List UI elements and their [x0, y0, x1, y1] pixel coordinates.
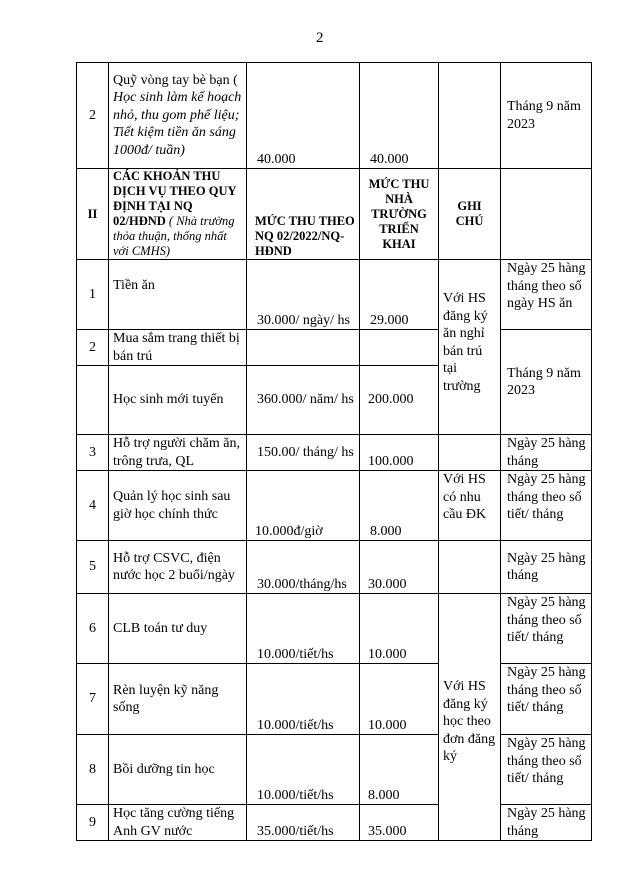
table-row — [77, 805, 592, 841]
note-register: Với HS đăng ký học theo đơn đăng ký — [439, 594, 501, 841]
item-name: Hỗ trợ người chăm ăn, trông trưa, QL — [109, 435, 247, 471]
empty-cell — [501, 169, 592, 260]
row-number: 8 — [77, 735, 109, 805]
row-number: 2 — [77, 330, 109, 366]
table-row — [77, 471, 592, 541]
note-boarding: Với HS đăng ký ăn nghỉ bán trú tại trường — [439, 260, 501, 435]
time: Tháng 9 năm 2023 — [501, 330, 592, 435]
school-rate: 10.000 — [360, 594, 439, 664]
row-number: 6 — [77, 594, 109, 664]
table-row — [77, 435, 592, 471]
table-row — [77, 330, 592, 366]
time: Ngày 25 hàng tháng theo số ngày HS ăn — [501, 260, 592, 330]
rate: 10.000/tiết/hs — [247, 594, 360, 664]
table-row — [77, 594, 592, 664]
school-rate: 35.000 — [360, 805, 439, 841]
rate: 35.000/tiết/hs — [247, 805, 360, 841]
rate: 40.000 — [247, 63, 360, 169]
row-number: 9 — [77, 805, 109, 841]
section-number: II — [77, 169, 109, 260]
rate — [247, 330, 360, 366]
item-name: Học tăng cường tiếng Anh GV nước — [109, 805, 247, 841]
item-name: CLB toán tư duy — [109, 594, 247, 664]
col-header-note: GHI CHÚ — [439, 169, 501, 260]
item-name: Tiền ăn — [109, 260, 247, 330]
item-name: Quỹ vòng tay bè bạn ( Học sinh làm kế hoạch nhỏ, thu gom phế liệu; Tiết kiệm tiền ăn sáng 1000đ/ tuần) — [109, 63, 247, 169]
table-row — [77, 260, 592, 330]
school-rate: 29.000 — [360, 260, 439, 330]
school-rate: 40.000 — [360, 63, 439, 169]
school-rate: 200.000 — [360, 366, 439, 435]
note — [439, 63, 501, 169]
col-header-school: MỨC THU NHÀ TRƯỜNG TRIỂN KHAI — [360, 169, 439, 260]
row-number — [77, 366, 109, 435]
row-number: 1 — [77, 260, 109, 330]
time: Ngày 25 hàng tháng theo số tiết/ tháng — [501, 471, 592, 541]
rate: 30.000/ ngày/ hs — [247, 260, 360, 330]
school-rate: 100.000 — [360, 435, 439, 471]
time: Ngày 25 hàng tháng theo số tiết/ tháng — [501, 664, 592, 735]
item-name: Hỗ trợ CSVC, điện nước học 2 buổi/ngày — [109, 541, 247, 594]
rate: 30.000/tháng/hs — [247, 541, 360, 594]
section-title: CÁC KHOẢN THU DỊCH VỤ THEO QUY ĐỊNH TẠI NQ 02/HĐND ( Nhà trường thỏa thuận, thống nhất với CMHS) — [109, 169, 247, 260]
section-header-row — [77, 169, 592, 260]
rate: 360.000/ năm/ hs — [247, 366, 360, 435]
row-number: 4 — [77, 471, 109, 541]
table-row — [77, 664, 592, 735]
item-name: Bồi dưỡng tin học — [109, 735, 247, 805]
item-name: Mua sắm trang thiết bị bán trú — [109, 330, 247, 366]
time: Ngày 25 hàng tháng — [501, 435, 592, 471]
table-row — [77, 735, 592, 805]
item-name: Quản lý học sinh sau giờ học chính thức — [109, 471, 247, 541]
school-rate: 8.000 — [360, 471, 439, 541]
time: Ngày 25 hàng tháng — [501, 805, 592, 841]
rate: 10.000/tiết/hs — [247, 664, 360, 735]
row-number: 2 — [77, 63, 109, 169]
rate: 10.000/tiết/hs — [247, 735, 360, 805]
item-name: Rèn luyện kỹ năng sống — [109, 664, 247, 735]
item-name: Học sinh mới tuyển — [109, 366, 247, 435]
note — [439, 435, 501, 471]
row-number: 3 — [77, 435, 109, 471]
row-number: 5 — [77, 541, 109, 594]
fee-table — [76, 62, 592, 841]
time: Ngày 25 hàng tháng theo số tiết/ tháng — [501, 735, 592, 805]
school-rate: 30.000 — [360, 541, 439, 594]
table-row — [77, 541, 592, 594]
page-number: 2 — [316, 30, 324, 46]
table-row — [77, 63, 592, 169]
rate: 10.000đ/giờ — [247, 471, 360, 541]
time: Ngày 25 hàng tháng — [501, 541, 592, 594]
note: Với HS có nhu cầu ĐK — [439, 471, 501, 541]
col-header-rate: MỨC THU THEO NQ 02/2022/NQ-HĐND — [247, 169, 360, 260]
time: Tháng 9 năm 2023 — [501, 63, 592, 169]
rate: 150.00/ tháng/ hs — [247, 435, 360, 471]
school-rate: 8.000 — [360, 735, 439, 805]
school-rate — [360, 330, 439, 366]
note — [439, 541, 501, 594]
time: Ngày 25 hàng tháng theo số tiết/ tháng — [501, 594, 592, 664]
row-number: 7 — [77, 664, 109, 735]
school-rate: 10.000 — [360, 664, 439, 735]
